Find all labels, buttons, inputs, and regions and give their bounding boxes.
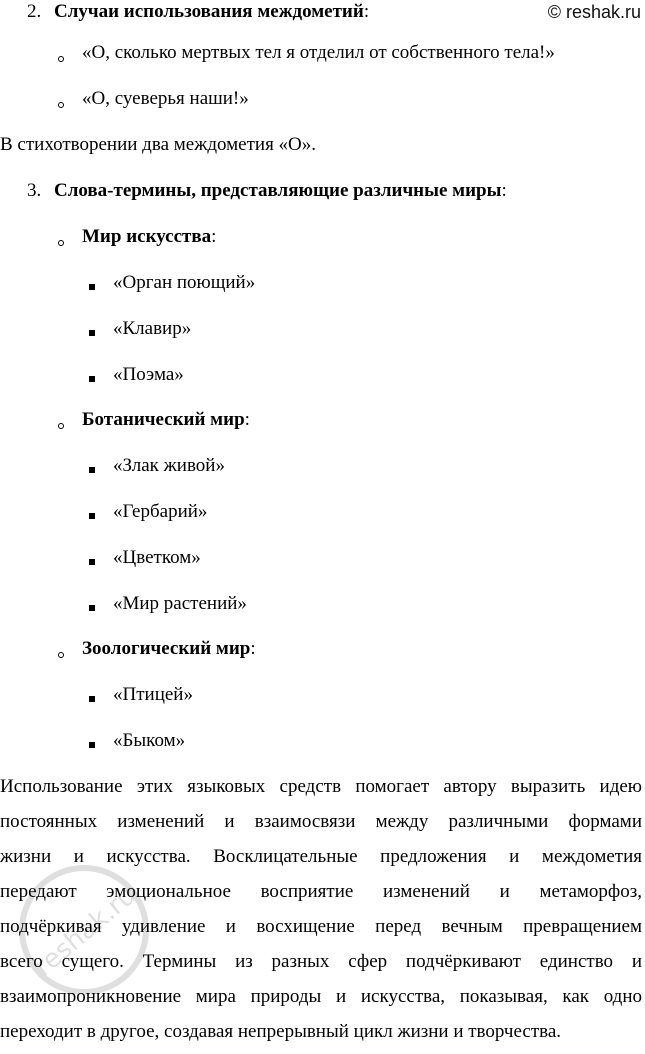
circle-bullet-icon <box>58 652 64 658</box>
paragraph-line: Использование этих языковых средств помогает автору выразить идею <box>0 776 642 797</box>
group-heading <box>82 408 250 432</box>
square-bullet-icon <box>89 467 95 473</box>
list-item: «Клавир» <box>113 318 192 339</box>
list-item: «Злак живой» <box>113 455 225 476</box>
list-item: «О, суеверья наши!» <box>82 88 249 109</box>
watermark-text: © reshak.ru <box>547 2 641 22</box>
section-2-title: Случаи использования междометий <box>54 1 364 22</box>
group-heading <box>82 225 216 249</box>
list-item: «Цветком» <box>113 547 201 568</box>
paragraph-line: переходит в другое, создавая непрерывный цикл жизни и творчества. <box>0 1021 562 1042</box>
section-3-number: 3. <box>27 180 42 201</box>
section-2-number: 2. <box>27 1 42 22</box>
list-item: «Поэма» <box>113 364 184 385</box>
square-bullet-icon <box>89 376 95 382</box>
paragraph-line: передают эмоциональное восприятие изменений и метаморфоз, <box>0 881 642 902</box>
group-heading <box>82 637 256 661</box>
group-colon: : <box>250 638 256 659</box>
paragraph-line: взаимопроникновение мира природы и искусства, показывая, как одно <box>0 986 642 1007</box>
circle-bullet-icon <box>58 56 64 62</box>
group-title: Мир искусства <box>82 226 212 247</box>
square-bullet-icon <box>89 284 95 290</box>
list-item: «Птицей» <box>113 684 193 705</box>
list-item: «Орган поющий» <box>113 272 256 293</box>
group-colon: : <box>211 226 217 247</box>
circle-bullet-icon <box>58 423 64 429</box>
circle-bullet-icon <box>58 240 64 246</box>
square-bullet-icon <box>89 330 95 336</box>
paragraph-line: всего сущего. Термины из разных сфер подчёркивают единство и <box>0 951 642 972</box>
paragraph-line: жизни и искусства. Восклицательные предложения и междометия <box>0 846 642 867</box>
group-title: Зоологический мир <box>82 638 251 659</box>
list-item: «Гербарий» <box>113 501 208 522</box>
seal-watermark-icon <box>14 860 154 1000</box>
list-item: «Мир растений» <box>113 593 247 614</box>
group-title: Ботанический мир <box>82 409 245 430</box>
square-bullet-icon <box>89 559 95 565</box>
square-bullet-icon <box>89 696 95 702</box>
square-bullet-icon <box>89 742 95 748</box>
paragraph-line: подчёркивая удивление и восхищение перед вечным превращением <box>0 916 642 937</box>
summary-line: В стихотворении два междометия «О». <box>0 134 317 155</box>
group-colon: : <box>244 409 250 430</box>
seal-text: reshak.ru <box>28 880 142 983</box>
list-item: «О, сколько мертвых тел я отделил от собственного тела!» <box>82 42 555 63</box>
circle-bullet-icon <box>58 102 64 108</box>
square-bullet-icon <box>89 513 95 519</box>
square-bullet-icon <box>89 605 95 611</box>
section-2-colon: : <box>363 1 370 22</box>
list-item: «Быком» <box>113 730 186 751</box>
paragraph-line: постоянных изменений и взаимосвязи между различными формами <box>0 811 642 832</box>
section-3-title: Слова-термины, представляющие различные миры <box>54 180 502 201</box>
section-3-colon: : <box>501 180 507 201</box>
